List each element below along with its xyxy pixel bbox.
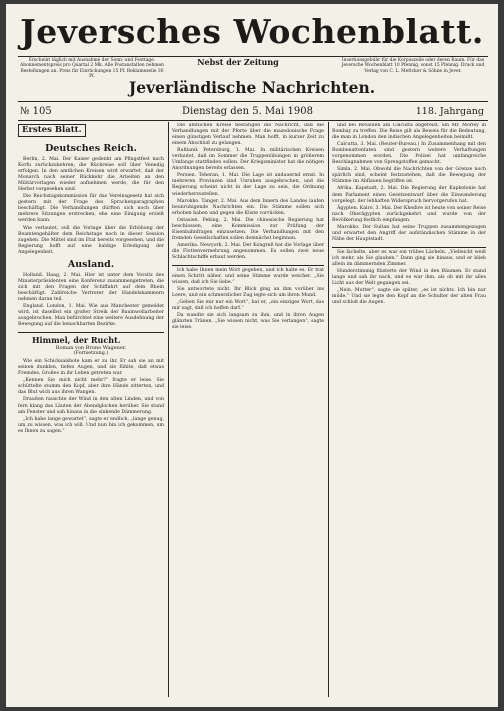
issue-line [18, 105, 488, 119]
article-paragraph: und bei Revaluen am Calcutta abgereist, um Mr. Morley in Bombay zu treffen. Die Reise gilt als Beweis für die Bedeutung, die man in London den indischen Angelegenheiten beimißt. [332, 123, 486, 141]
issue-number: № 105 [20, 106, 52, 117]
feuilleton-paragraph: Ich habe Ihnen mein Wort gegeben, und ich halte es. Er trat einen Schritt näher, und seine Stimme wurde weicher. „Sie wissen, daß ich Sie liebe.“ [172, 268, 324, 286]
article-paragraph: Amerika. Newyork, 2. Mai. Der Kongreß hat die Vorlage über die Flottenvermehrung angenommen. Es sollen zwei neue Schlachtschiffe erbaut werden. [172, 242, 324, 260]
article-paragraph: Ägypten. Kairo, 3. Mai. Der Khedive ist heute von seiner Reise nach Oberägypten zurückgekehrt und wurde von der Bevölkerung festlich empfangen. [332, 205, 486, 223]
article-paragraph: Marokko. Der Sultan hat seine Truppen zusammengezogen und erwartet den Angriff der aufständischen Stämme in der Nähe der Hauptstadt. [332, 224, 486, 242]
edition-heading: Erstes Blatt. [18, 124, 86, 137]
feuilleton-paragraph: Sie antwortete nicht. Ihr Blick ging an ihm vorüber ins Leere, und ein schmerzlicher Zug legte sich um ihren Mund. [172, 287, 324, 299]
column-divider [328, 122, 329, 697]
insertion-note: Insertionsgebühr für die Korpuszeile oder deren Raum. Für das Jeversche Wochenblatt 10 Pfennig, sonst 15 Pfennig. Druck und Verlag von C. L. Mettcker & Söhne in Jever. [341, 58, 485, 74]
feuilleton-continued [172, 265, 324, 331]
section-heading-ausland: Ausland. [67, 258, 115, 270]
article-paragraph: Wie verlautet, soll die Vorlage über die Erhöhung der Beamtengehälter dem Reichstage noch in dieser Session zugehen. Die Mittel sind im Etat bereits vorgesehen, und die Regierung hofft auf eine baldige Erledigung der Angelegenheit. [18, 225, 164, 255]
feuilleton-paragraph: „Nein, Mutter“, sagte sie später, „es ist nichts. Ich bin nur müde.“ Und sie legte den Kopf an die Schulter der alten Frau und schloß die Augen. [332, 288, 486, 306]
feuilleton-continued [332, 247, 486, 306]
column-2 [172, 123, 324, 699]
column-1 [18, 123, 164, 699]
subscription-note: Erscheint täglich mit Ausnahme der Sonn- und Festtage. Abonnementspreis pro Quartal 2 Mk. Alle Postanstalten nehmen Bestellungen an. Preis für Einrückungen 15 Pf. Reklamezeile 30 Pf. [20, 58, 164, 79]
feuilleton-byline: Roman von Bruno Wagener. [55, 345, 127, 352]
newspaper-page [6, 4, 498, 707]
feuilleton-paragraph: „Geben Sie mir nur ein Wort“, bat er, „ein einziges Wort, das mir sagt, daß ich hoffen darf.“ [172, 300, 324, 312]
article-paragraph: Simla, 2. Mai. Obwohl die Nachrichten von der Grenze noch spärlich sind, scheint festzustehen, daß die Bewegung der Stämme im Abflauen begriffen ist. [332, 167, 486, 185]
article-paragraph: Ostasien. Peking, 2. Mai. Die chinesische Regierung hat beschlossen, eine Kommission zur Prüfung der Eisenbahnfragen einzusetzen. Die Verhandlungen mit den fremden Gesellschaften sollen demnächst beginnen. [172, 217, 324, 241]
feuilleton-paragraph: „Ich habe lange gewartet“, sagte er endlich, „lange genug, um zu wissen, was ich will. Und nun bin ich gekommen, um es Ihnen zu sagen.“ [18, 416, 164, 434]
article-paragraph: England. London, 1. Mai. Wie aus Manchester gemeldet wird, ist daselbst ein großer Streik der Baumwollarbeiter ausgebrochen. Man befürchtet eine weitere Ausdehnung der Bewegung auf die benachbarten Bezirke. [18, 303, 164, 328]
column-divider [168, 122, 169, 697]
feuilleton-paragraph: Sie lächelte, aber es war ein trübes Lächeln. „Vielleicht weiß ich mehr, als Sie glauben.“ Dann ging sie hinaus, und er blieb allein im dämmernden Zimmer. [332, 249, 486, 267]
article-paragraph: Persien. Teheran, 1. Mai. Die Lage ist andauernd ernst. In mehreren Provinzen sind Unruhen ausgebrochen, und die Regierung scheint nicht in der Lage zu sein, die Ordnung wiederherzustellen. [172, 173, 324, 197]
article-paragraph: Holland. Haag, 2. Mai. Hier ist unter dem Vorsitz des Ministerpräsidenten eine Konferenz zusammengetreten, die sich mit den Fragen der Schiffahrt auf dem Rhein beschäftigt. Zahlreiche Vertreter der Handelskammern nehmen daran teil. [18, 272, 164, 302]
feuilleton [18, 332, 164, 435]
issue-rule-top [18, 101, 488, 102]
feuilleton-paragraph: „Kennen Sie mich nicht mehr?“ fragte er leise. Sie schüttelte stumm den Kopf, aber ihre Hände zitterten, und das Blut wich aus ihren Wangen. [18, 378, 164, 396]
feuilleton-title: Himmel, der Rucht. [32, 335, 121, 346]
issue-rule-bottom [18, 120, 488, 121]
feuilleton-paragraph: Hunderstimmig flüsterte der Wind in den Bäumen. Er stand lange und sah ihr nach, und es war ihm, als ob mit ihr alles Licht aus der Welt gegangen sei. [332, 269, 486, 287]
supplement-note: Nebst der Zeitung [197, 57, 279, 67]
column-3 [332, 123, 486, 699]
section-heading-reich: Deutsches Reich. [45, 143, 137, 154]
subtitle: Jeverländische Nachrichten. [128, 78, 376, 97]
article-paragraph: Afrika. Kapstadt, 2. Mai. Die Regierung der Kapkolonie hat dem Parlament einen Gesetzentwurf über die Einwanderung vorgelegt, der lebhaften Widerspruch hervorgerufen hat. [332, 186, 486, 204]
article-paragraph: Calcutta, 3. Mai. (Reuter-Bureau.) In Zusammenhang mit den Bombenattentaten sind gestern weitere Verhaftungen vorgenommen worden. Die Polizei hat umfangreiche Beschlagnahmen von Sprengstoffen gemacht. [332, 142, 486, 166]
feuilleton-note: (Fortsetzung.) [73, 351, 109, 357]
feuilleton-paragraph: Wie ein Schicksalsbote kam er zu ihr. Er sah sie an mit seinen dunklen, tiefen Augen, und sie fühlte, daß etwas Fremdes, Großes in ihr Leben getreten war. [18, 359, 164, 377]
article-paragraph: Rußland. Petersburg, 1. Mai. In militärischen Kreisen verlautet, daß im Sommer die Truppenübungen in größerem Umfange stattfinden sollen. Der Kriegsminister hat die nötigen Anordnungen bereits erlassen. [172, 148, 324, 172]
feuilleton-paragraph: Draußen rauschte der Wind in den alten Linden, und von fern klang das Läuten der Abendglocken herüber. Sie stand am Fenster und sah hinaus in die sinkende Dämmerung. [18, 397, 164, 415]
article-paragraph: Die amtlichen Kreise bestätigen die Nachricht, daß die Verhandlungen mit der Pforte über die mazedonische Frage einen günstigen Verlauf nehmen. Man hofft, in kurzer Zeit zu einem Abschluß zu gelangen. [172, 123, 324, 147]
article-paragraph: Berlin, 2. Mai. Der Kaiser gedenkt am Pfingstfest nach Korfu zurückzukehren; die Rückreise soll über Venedig erfolgen. In den amtlichen Kreisen wird erwartet, daß der Monarch nach seiner Rückkehr die Arbeiten an den Militärvorlagen wieder aufnehmen werde, die für den Herbst vorgesehen sind. [18, 157, 164, 193]
article-paragraph: Marokko. Tanger, 2. Mai. Aus dem Innern des Landes laufen beunruhigende Nachrichten ein. Die Stämme sollen sich erhoben haben und gegen die Küste vorrücken. [172, 198, 324, 216]
feuilleton-paragraph: Da wandte sie sich langsam zu ihm, und in ihren Augen glänzten Tränen. „Sie wissen nicht, was Sie verlangen“, sagte sie leise. [172, 313, 324, 331]
masthead-title: Jeversches Wochenblatt. [20, 12, 484, 51]
issue-date: Dienstag den 5. Mai 1908 [182, 106, 313, 117]
article-paragraph: Die Reichstagskommission für das Vereinsgesetz hat sich gestern mit der Frage des Sprachenparagraphen beschäftigt. Die Verhandlungen dürften sich noch über mehrere Sitzungen erstrecken, ehe eine Einigung erzielt werden kann. [18, 194, 164, 224]
issue-year: 118. Jahrgang [415, 106, 484, 117]
